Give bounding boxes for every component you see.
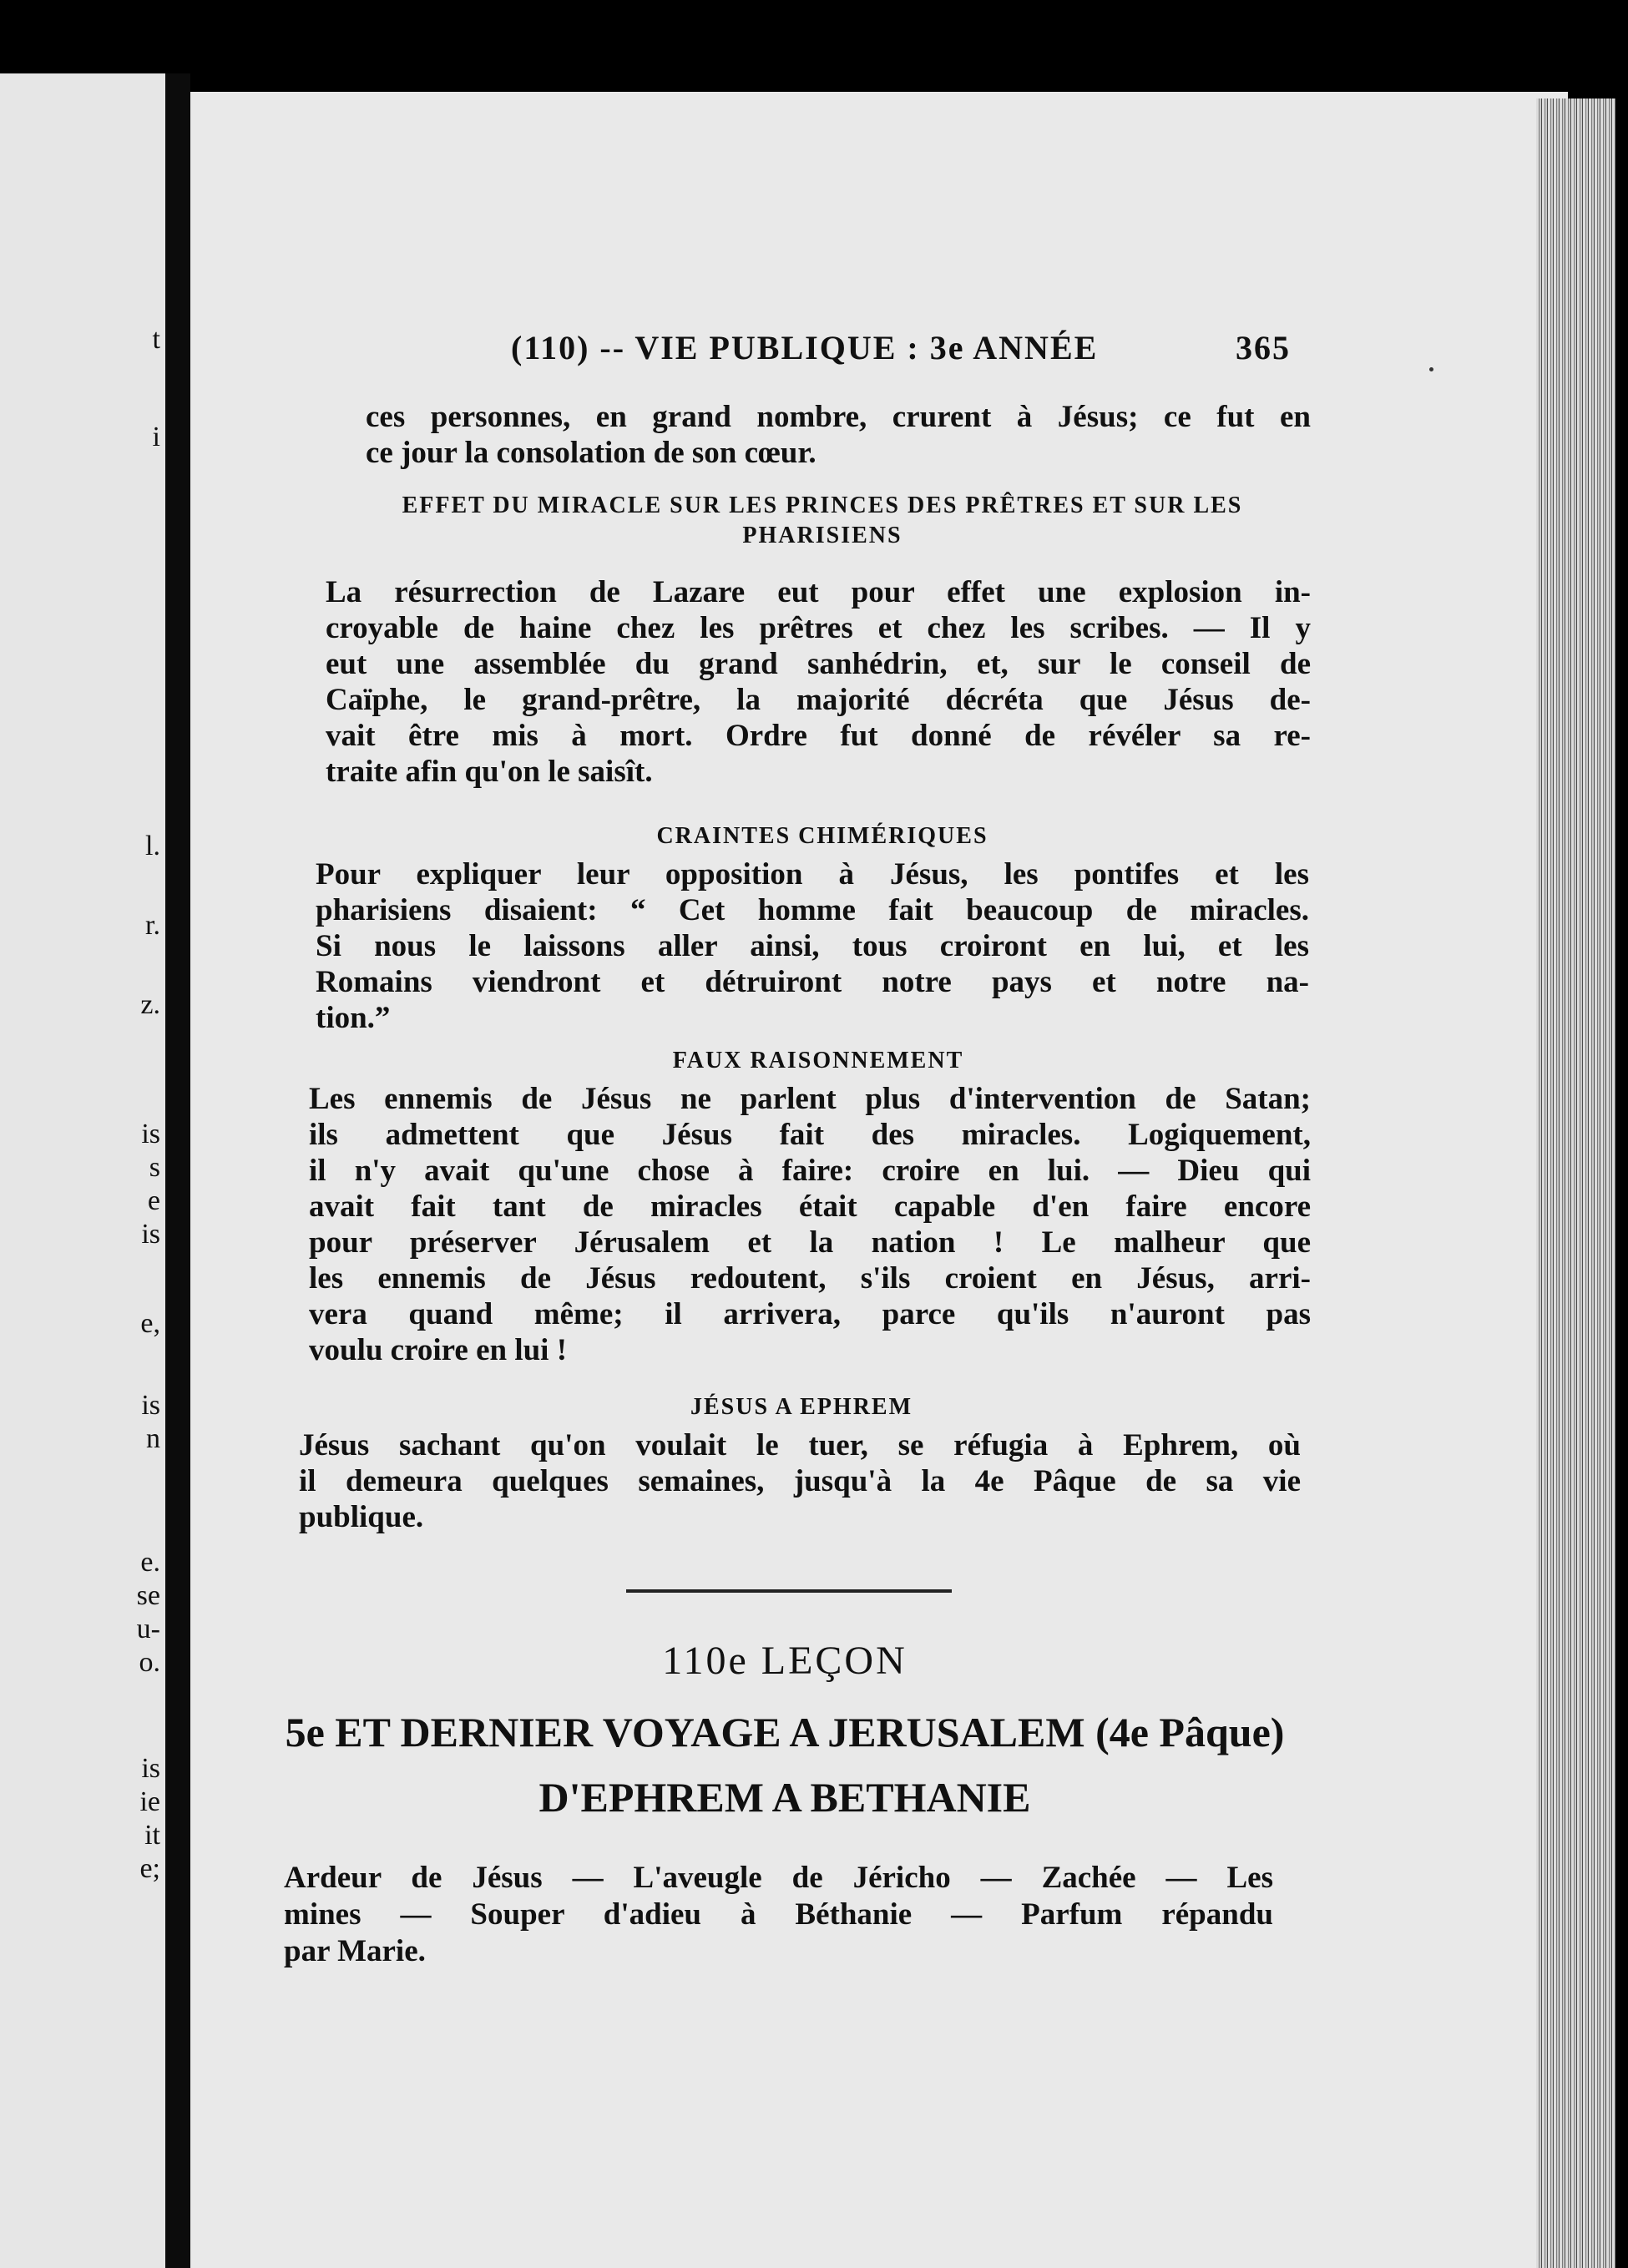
left-page-text-fragment: is — [141, 1753, 160, 1784]
running-head — [511, 328, 1346, 367]
section-divider — [626, 1589, 952, 1593]
left-page-text-fragment: l. — [145, 831, 160, 861]
left-page-text-fragment: e — [147, 1185, 160, 1216]
text-line: eut une assemblée du grand sanhédrin, et, sur le conseil de — [326, 647, 1311, 681]
section-heading-faux-raisonnement: FAUX RAISONNEMENT — [672, 1048, 964, 1073]
left-page-text-fragment: ie — [139, 1786, 160, 1817]
text-line: voulu croire en lui ! — [309, 1333, 568, 1367]
paragraph-resurrection — [326, 574, 1311, 790]
text-line: pharisiens disaient: “ Cet homme fait beaucoup de miracles. — [316, 893, 1309, 927]
text-line: Les ennemis de Jésus ne parlent plus d'intervention de Satan; — [309, 1082, 1311, 1116]
text-line: par Marie. — [284, 1934, 426, 1968]
text-line: ce jour la consolation de son cœur. — [366, 436, 817, 470]
left-facing-page — [0, 73, 165, 2268]
left-page-text-fragment: is — [141, 1119, 160, 1149]
left-page-text-fragment: o. — [139, 1647, 160, 1678]
left-page-text-fragment: t — [152, 324, 160, 355]
text-line: ils admettent que Jésus fait des miracles. Logiquement, — [309, 1118, 1311, 1152]
page-number: 365 — [1236, 329, 1291, 366]
left-page-text-fragment: e, — [140, 1308, 160, 1339]
paragraph-ephrem — [299, 1427, 1301, 1535]
section-heading-craintes: CRAINTES CHIMÉRIQUES — [656, 823, 988, 849]
text-line: avait fait tant de miracles était capable d'en faire encore — [309, 1190, 1311, 1224]
section-heading-effet: EFFET DU MIRACLE SUR LES PRINCES DES PRÊTRES ET SUR LES PHARISIENS — [402, 492, 1243, 548]
left-page-text-fragment: i — [152, 422, 160, 452]
text-line: Caïphe, le grand-prêtre, la majorité décréta que Jésus de- — [326, 683, 1311, 717]
text-line: il demeura quelques semaines, jusqu'à la 4e Pâque de sa vie — [299, 1464, 1301, 1498]
text-line: Ardeur de Jésus — L'aveugle de Jéricho — Zachée — Les — [284, 1861, 1273, 1895]
left-page-text-fragment: r. — [145, 910, 160, 941]
left-page-text-fragment: is — [141, 1390, 160, 1421]
text-line: ces personnes, en grand nombre, crurent à Jésus; ce fut en — [366, 400, 1311, 434]
left-page-text-fragment: it — [144, 1820, 160, 1851]
text-line: Romains viendront et détruiront notre pays et notre na- — [316, 965, 1309, 999]
lesson-number: 110e LEÇON — [662, 1639, 908, 1683]
left-page-text-fragment: u- — [136, 1614, 160, 1644]
running-head-title: (110) -- VIE PUBLIQUE : 3e ANNÉE — [511, 329, 1099, 366]
intro-paragraph — [351, 399, 1311, 471]
text-line: mines — Souper d'adieu à Béthanie — Parfum répandu — [284, 1897, 1273, 1932]
text-line: croyable de haine chez les prêtres et chez les scribes. — Il y — [326, 611, 1311, 645]
left-page-text-fragment: s — [149, 1152, 160, 1183]
page-edges — [1536, 98, 1615, 2268]
paragraph-faux-raisonnement — [309, 1081, 1311, 1368]
left-page-text-fragment: e; — [139, 1853, 160, 1884]
section-heading-jesus-a-ephrem: JÉSUS A EPHREM — [690, 1394, 913, 1420]
text-line: Pour expliquer leur opposition à Jésus, les pontifes et les — [316, 857, 1309, 892]
text-line: publique. — [299, 1500, 424, 1534]
lesson-title-line-1: 5e ET DERNIER VOYAGE A JERUSALEM (4e Pâque) — [285, 1709, 1285, 1755]
left-page-text-fragment: e. — [140, 1547, 160, 1578]
text-line: Jésus sachant qu'on voulait le tuer, se réfugia à Ephrem, où — [299, 1428, 1301, 1462]
text-line: tion.” — [316, 1001, 391, 1035]
text-line: vait être mis à mort. Ordre fut donné de révéler sa re- — [326, 719, 1311, 753]
text-line: La résurrection de Lazare eut pour effet une explosion in- — [326, 575, 1311, 609]
lesson-title-line-2: D'EPHREM A BETHANIE — [538, 1774, 1031, 1821]
speck — [1429, 367, 1433, 371]
text-line: traite afin qu'on le saisît. — [326, 755, 653, 789]
text-line: vera quand même; il arrivera, parce qu'ils n'auront pas — [309, 1297, 1311, 1331]
text-line: pour préserver Jérusalem et la nation ! Le malheur que — [309, 1225, 1311, 1260]
paragraph-craintes — [316, 856, 1309, 1036]
book-gutter — [165, 73, 190, 2268]
left-page-text-fragment: n — [146, 1423, 160, 1454]
text-line: Si nous le laissons aller ainsi, tous croiront en lui, et les — [316, 929, 1309, 963]
text-line: il n'y avait qu'une chose à faire: croire en lui. — Dieu qui — [309, 1154, 1311, 1188]
text-line: les ennemis de Jésus redoutent, s'ils croient en Jésus, arri- — [309, 1261, 1311, 1296]
lesson-summary — [284, 1860, 1273, 1970]
left-page-text-fragment: z. — [140, 989, 160, 1020]
left-page-text-fragment: is — [141, 1219, 160, 1250]
left-page-text-fragment: se — [136, 1580, 160, 1611]
